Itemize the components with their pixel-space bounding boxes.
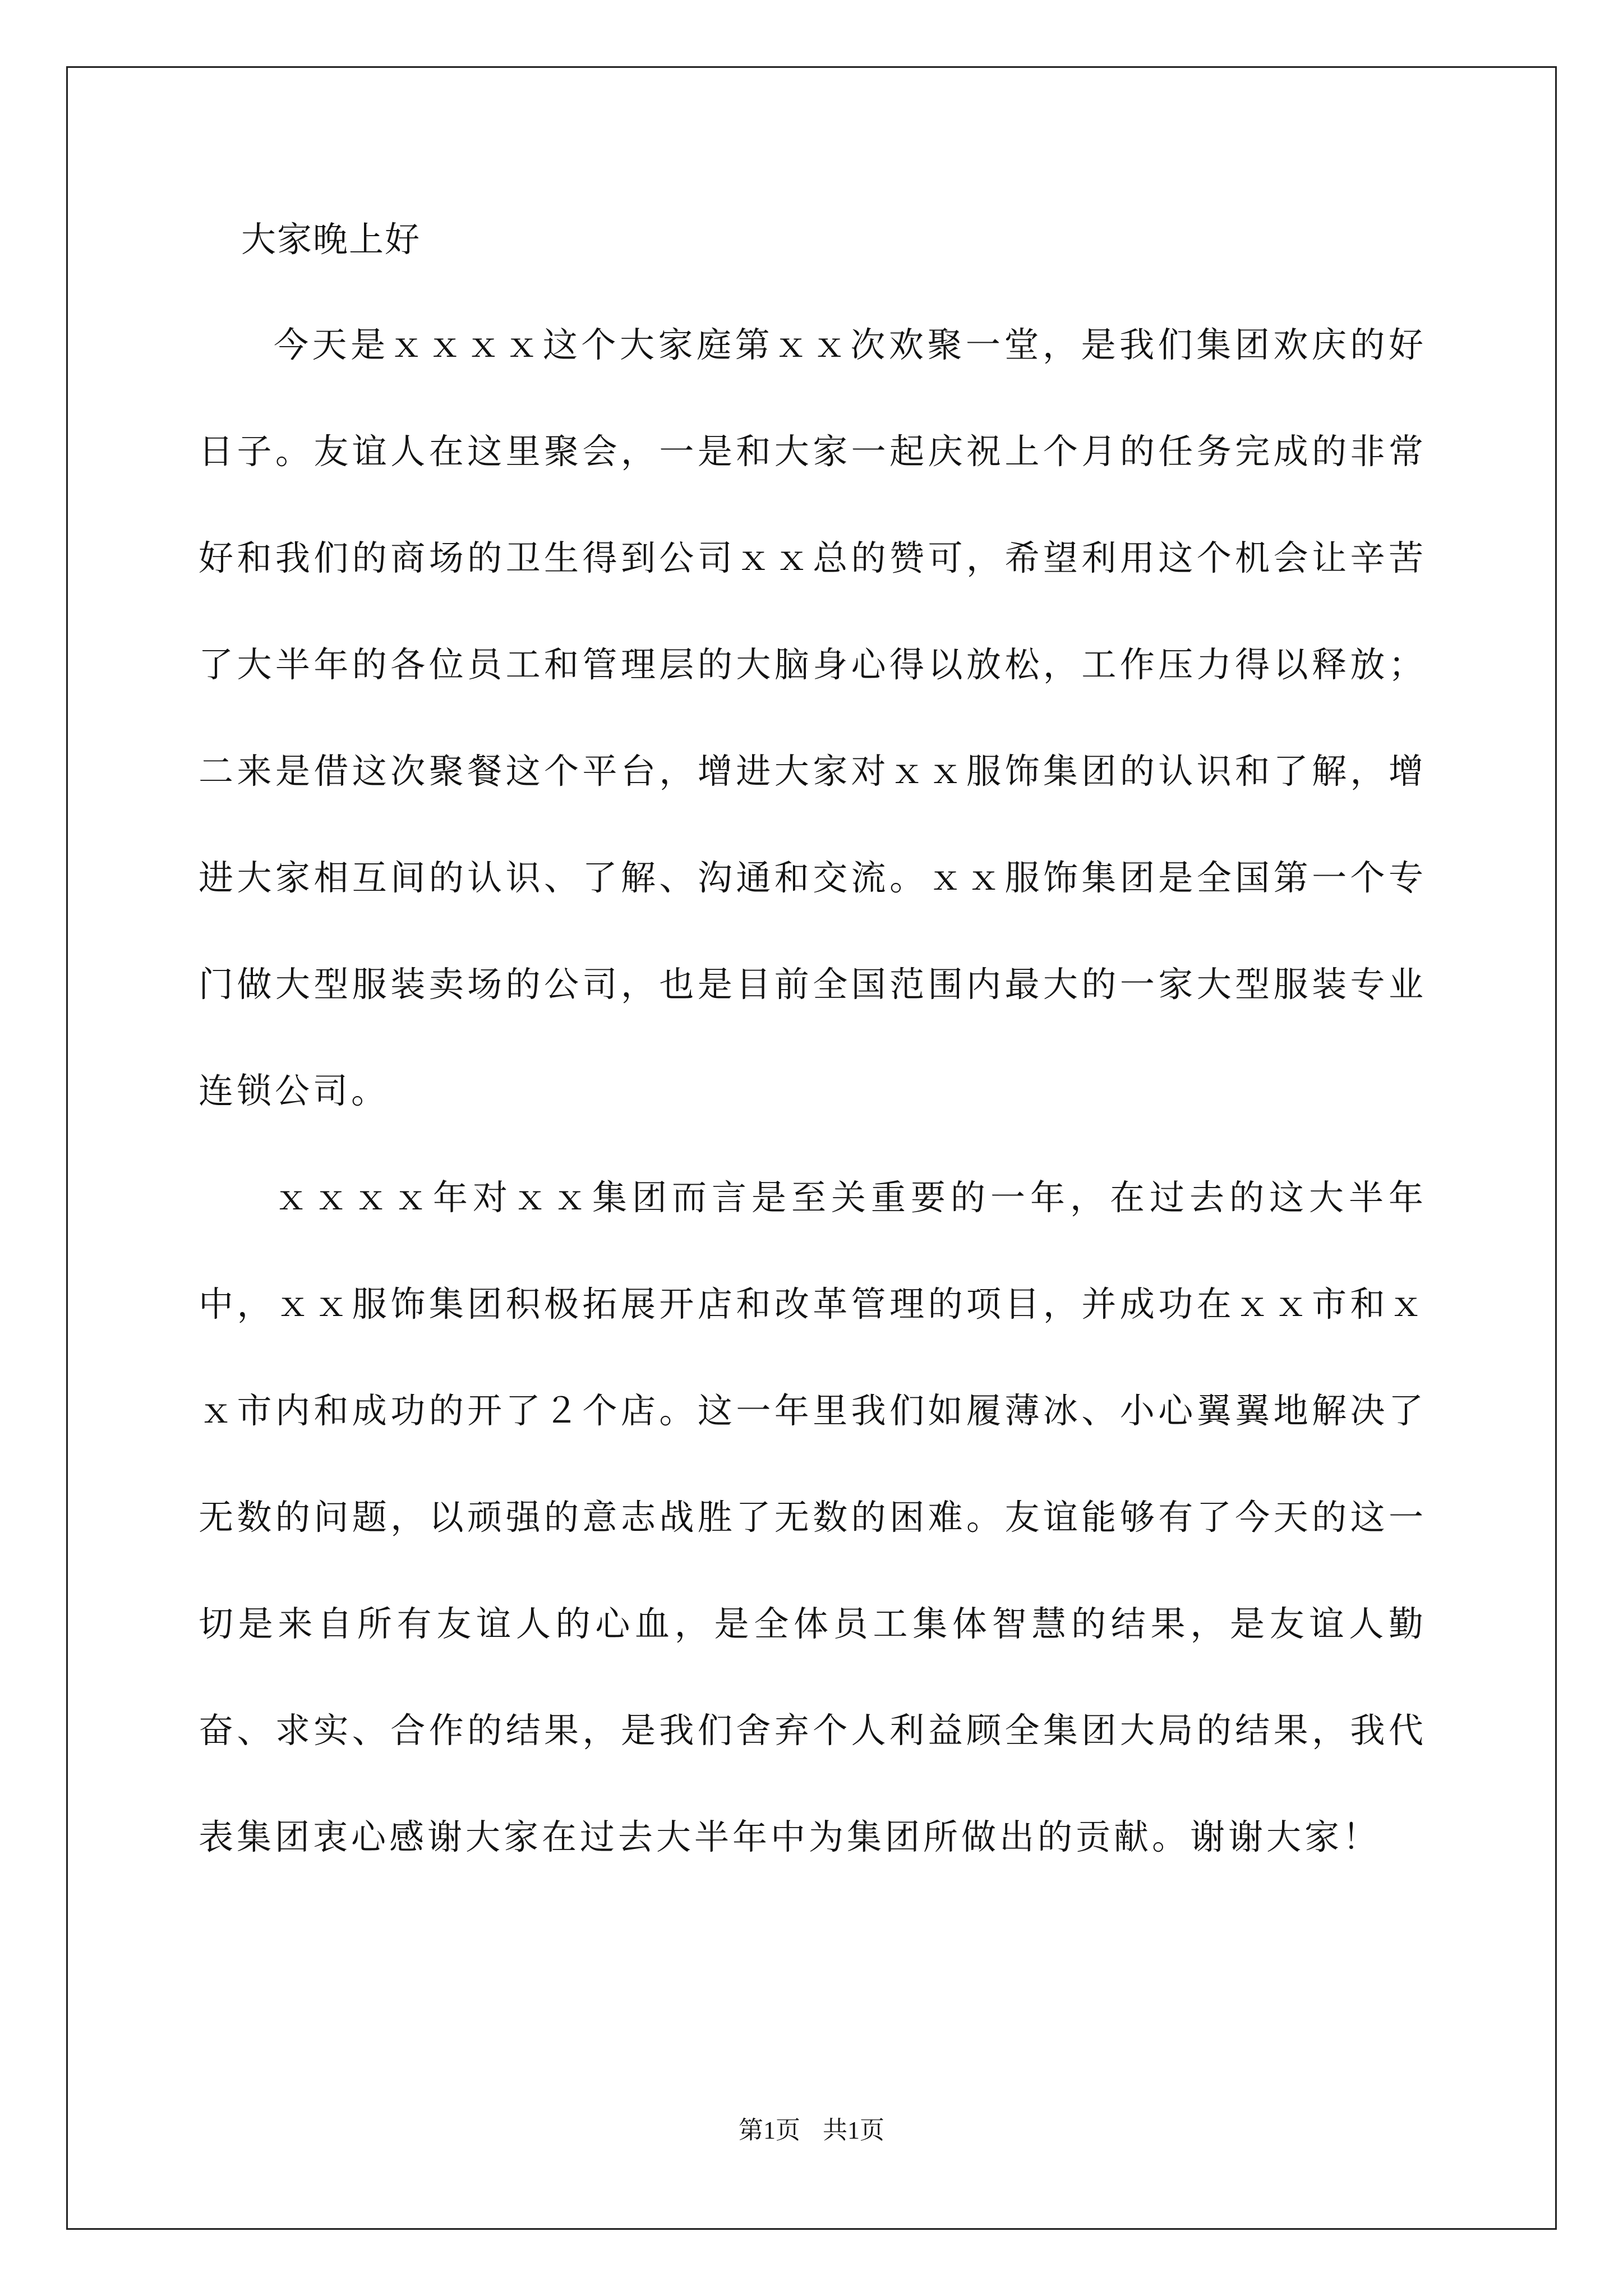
page-number-current: 第1页 (739, 2116, 800, 2144)
page-footer (0, 2114, 1623, 2147)
greeting-line: 大家晚上好 (241, 219, 421, 260)
document-body (199, 214, 1427, 1890)
paragraph-1: 今天是ｘｘｘｘ这个大家庭第ｘｘ次欢聚一堂，是我们集团欢庆的好日子。友谊人在这里聚会，一是和大家一起庆祝上个月的任务完成的非常好和我们的商场的卫生得到公司ｘｘ总的赞可，希望利用这个机会让辛苦了大半年的各位员工和管理层的大脑身心得以放松，工作压力得以释放；二来是借这次聚餐这个平台，增进大家对ｘｘ服饰集团的认识和了解，增进大家相互间的认识、了解、沟通和交流。ｘｘ服饰集团是全国第一个专门做大型服装卖场的公司，也是目前全国范围内最大的一家大型服装专业连锁公司。 (199, 324, 1427, 1111)
page-number-total: 共1页 (823, 2116, 884, 2144)
paragraph-2: ｘｘｘｘ年对ｘｘ集团而言是至关重要的一年，在过去的这大半年中，ｘｘ服饰集团积极拓展开店和改革管理的项目，并成功在ｘｘ市和ｘｘ市内和成功的开了２个店。这一年里我们如履薄冰、小心翼翼地解决了无数的问题，以顽强的意志战胜了无数的困难。友谊能够有了今天的这一切是来自所有友谊人的心血，是全体员工集体智慧的结果，是友谊人勤奋、求实、合作的结果，是我们舍弃个人利益顾全集团大局的结果，我代表集团衷心感谢大家在过去大半年中为集团所做出的贡献。谢谢大家！ (199, 1177, 1427, 1857)
